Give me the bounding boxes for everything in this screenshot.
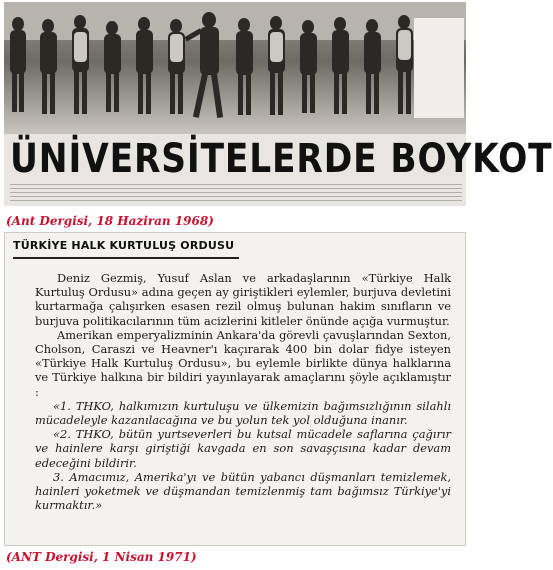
newspaper-clipping-1968 <box>4 2 553 206</box>
section-rule <box>13 257 239 259</box>
paragraph: Amerikan emperyalizminin Ankara'da görevli çavuşlarından Sexton, Cholson, Caraszi ve Heavner'ı kaçırarak 400 bin dolar fidye isteyen «Türkiye Halk Kurtuluş Ordusu», bu eylemle birlikte dünya halklarına ve Türkiye halkına bir bildiri yayınlayarak amaçlarını şöyle açıklamıştır : <box>35 327 451 399</box>
quote-item: «2. THKO, bütün yurtseverleri bu kutsal mücadele saflarına çağırır ve hainlere karşı giriştiği kavgada en son savaşçısına kadar devam edeceğini bildirir. <box>35 427 451 470</box>
source-caption-1968: (Ant Dergisi, 18 Haziran 1968) <box>6 214 214 228</box>
crowd-silhouettes <box>4 12 466 122</box>
body-text-lines <box>10 184 462 204</box>
quote-item: 3. Amacımız, Amerika'yı ve bütün yabancı düşmanları temizlemek, hainleri yoketmek ve düşmandan temizlenmiş tam bağımsız Türkiye'yi kurmaktır.» <box>35 469 451 513</box>
source-caption-1971: (ANT Dergisi, 1 Nisan 1971) <box>6 550 197 564</box>
protest-crowd-photo <box>4 2 466 134</box>
quote-item: «1. THKO, halkımızın kurtuluşu ve ülkemizin bağımsızlığının silahlı mücadeleyle kazanılacağına ve bu yolun tek yol olduğuna inanır. <box>35 398 451 428</box>
article-body <box>35 271 451 512</box>
paragraph: Deniz Gezmiş, Yusuf Aslan ve arkadaşlarının «Türkiye Halk Kurtuluş Ordusu» adına geçen ay giriştikleri eylemler, burjuva devletini kurtarmağa çalışırken esasen rezil olmuş bulunan hakim sınıfların ve burjuva politikacılarının tüm acizlerini kitleler önünde açığa vurmuştur. <box>35 271 451 328</box>
newspaper-clipping-1971 <box>4 232 466 546</box>
section-tag: TÜRKİYE HALK KURTULUŞ ORDUSU <box>13 239 235 252</box>
headline: ÜNİVERSİTELERDE BOYKOT <box>10 136 553 182</box>
